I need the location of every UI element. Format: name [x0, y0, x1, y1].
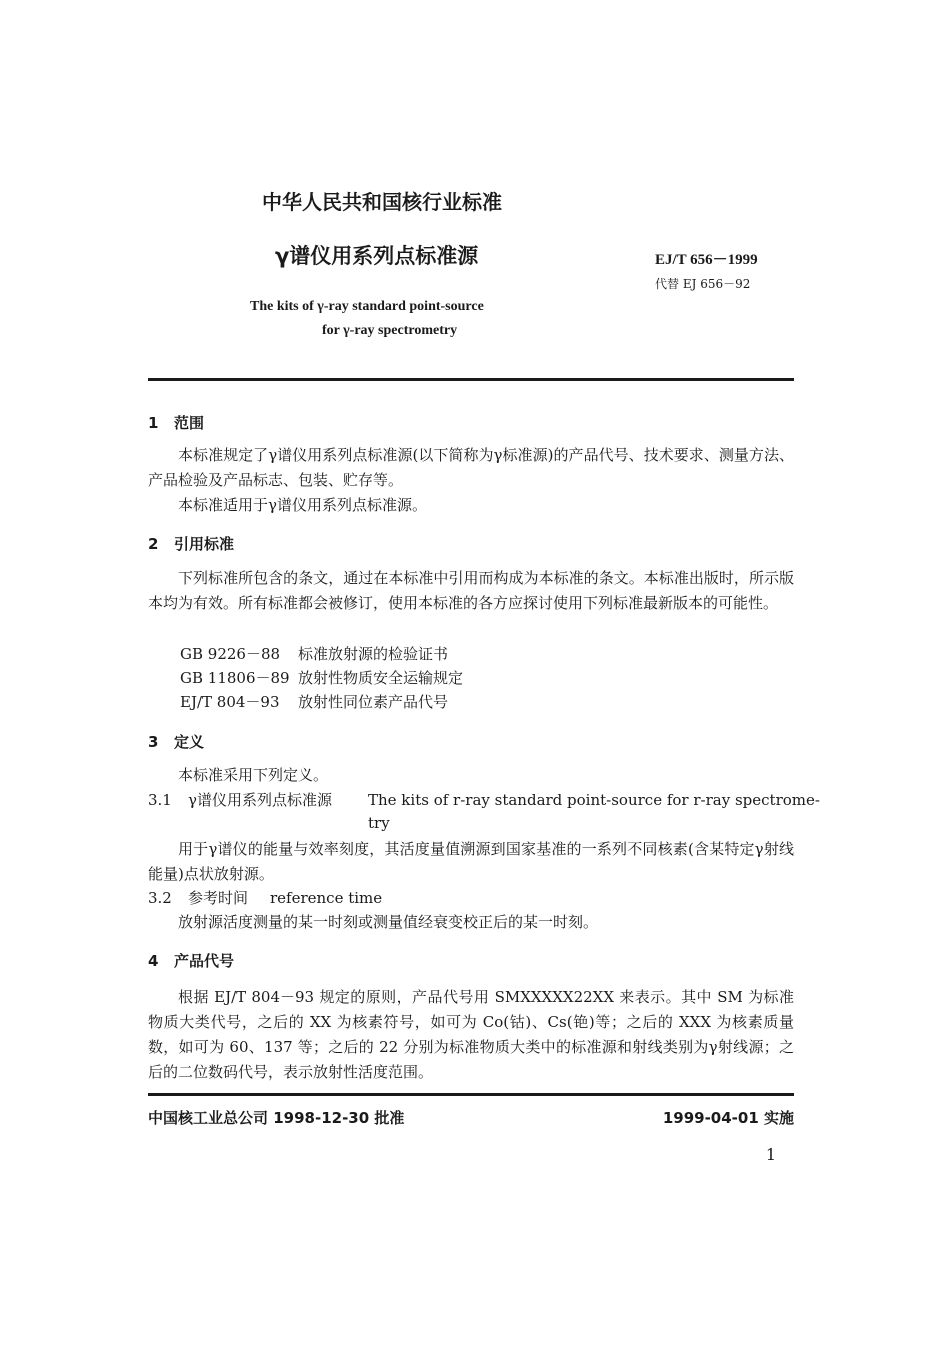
definition-english-continued: try: [368, 814, 390, 832]
reference-code: GB 11806－89: [180, 669, 290, 687]
reference-item: [180, 667, 463, 688]
section-1-heading: [148, 412, 204, 433]
section-number: 2: [148, 535, 159, 553]
definition-3-1-line: [148, 789, 820, 810]
effective-date: 1999-04-01 实施: [662, 1109, 794, 1127]
title-en-line1: The kits of γ-ray standard point-source: [250, 299, 484, 314]
section-2-heading: [148, 533, 234, 554]
reference-code: EJ/T 804－93: [180, 693, 280, 711]
replaces-code: 代替 EJ 656－92: [655, 277, 751, 291]
section-3-heading: [148, 731, 204, 752]
section-title: 产品代号: [174, 952, 235, 970]
definition-english: reference time: [270, 889, 383, 907]
section-number: 4: [148, 952, 159, 970]
section-3-para-1: 本标准采用下列定义。: [178, 766, 329, 784]
section-title: 引用标准: [174, 535, 235, 553]
page-number: 1: [765, 1145, 776, 1164]
definition-3-2-line: [148, 887, 382, 908]
section-number: 1: [148, 414, 159, 432]
reference-item: [180, 643, 448, 664]
footer-rule: [148, 1093, 794, 1096]
title-en-line2: for γ-ray spectrometry: [322, 323, 458, 338]
approval-line: 中国核工业总公司 1998-12-30 批准: [148, 1109, 405, 1127]
standard-code: EJ/T 656－1999: [655, 252, 758, 268]
definition-number: 3.2: [148, 889, 172, 907]
reference-name: 标准放射源的检验证书: [298, 645, 449, 663]
section-number: 3: [148, 733, 159, 751]
definition-english: The kits of r-ray standard point-source for r-ray spectrome-: [368, 791, 820, 809]
definition-number: 3.1: [148, 791, 172, 809]
definition-term: γ谱仪用系列点标准源: [188, 791, 332, 809]
reference-name: 放射性同位素产品代号: [298, 693, 449, 711]
reference-name: 放射性物质安全运输规定: [298, 669, 464, 687]
section-4-para-1: 根据 EJ/T 804－93 规定的原则，产品代号用 SMXXXXX22XX 来表示。其中 SM 为标准物质大类代号，之后的 XX 为核素符号，如可为 Co(钴)、Cs(铯)等；之后的 XXX 为核素质量数，如可为 60、137 等；之后的 22 分别为标准物质大类中的标准源和射线类别为γ射线源；之后的二位数码代号，表示放射性活度范围。: [148, 988, 794, 1081]
section-1-para-1: 本标准规定了γ谱仪用系列点标准源(以下简称为γ标准源)的产品代号、技术要求、测量方法、产品检验及产品标志、包装、贮存等。: [148, 446, 794, 489]
definition-term: 参考时间: [188, 889, 249, 907]
section-title: 范围: [174, 414, 205, 432]
reference-code: GB 9226－88: [180, 645, 281, 663]
section-4-heading: [148, 950, 234, 971]
definition-3-2-text: 放射源活度测量的某一时刻或测量值经衰变校正后的某一时刻。: [178, 913, 599, 931]
definition-3-1-text: 用于γ谱仪的能量与效率刻度，其活度量值溯源到国家基准的一系列不同核素(含某特定γ射线能量)点状放射源。: [148, 840, 794, 883]
org-title: 中华人民共和国核行业标准: [262, 190, 502, 214]
header-rule: [148, 378, 794, 381]
reference-item: [180, 691, 448, 712]
section-1-para-2: 本标准适用于γ谱仪用系列点标准源。: [178, 496, 427, 514]
section-title: 定义: [174, 733, 205, 751]
section-2-para-1: 下列标准所包含的条文，通过在本标准中引用而构成为本标准的条文。本标准出版时，所示版本均为有效。所有标准都会被修订，使用本标准的各方应探讨使用下列标准最新版本的可能性。: [148, 569, 794, 612]
title-cn: γ谱仪用系列点标准源: [275, 244, 479, 268]
